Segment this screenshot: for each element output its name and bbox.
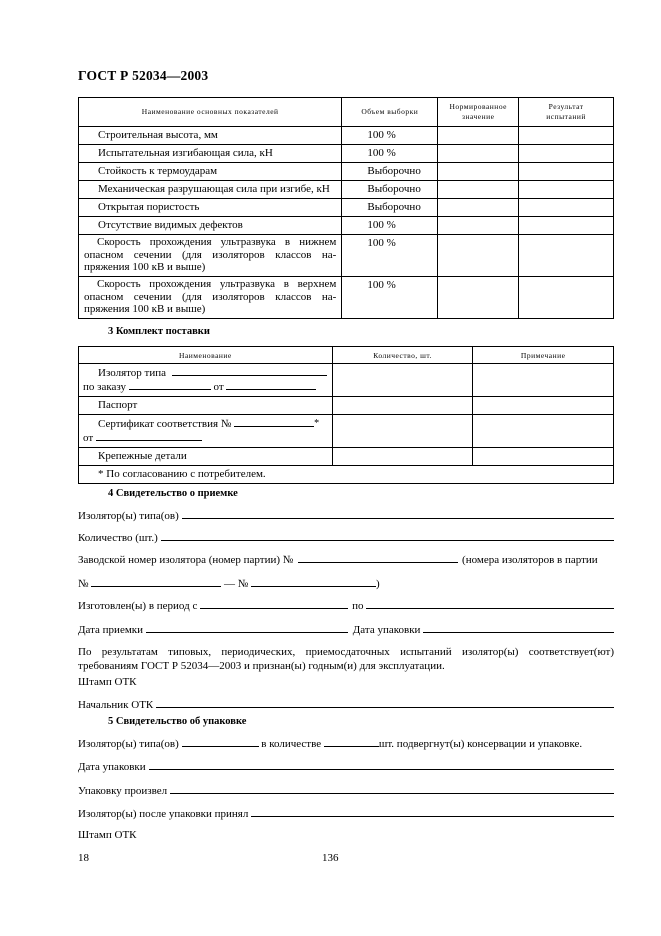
table-row: [79, 448, 614, 466]
page-number: 18: [78, 852, 89, 864]
item-certificate: Сертификат соответствия № * от: [79, 415, 333, 448]
indicator-name: Скорость прохождения ультразвука в верхнем опасном сечении (для изоляторов классов на- пряжения 100 кВ и выше): [79, 277, 342, 319]
table-row: [79, 364, 614, 397]
column-header: Количество, шт.: [332, 347, 473, 364]
table-header-row: [79, 98, 614, 127]
pack-date-blank[interactable]: [149, 759, 614, 770]
period-to-blank[interactable]: [366, 598, 614, 609]
section-4-title: 4 Свидетельство о приемке: [108, 488, 238, 499]
item-insulator-type: Изолятор типа по заказу от: [79, 364, 333, 397]
table-row: [79, 181, 614, 199]
packed-quantity-blank[interactable]: [324, 736, 379, 747]
footnote: * По согласованию с потребителем.: [79, 466, 614, 484]
quantity-blank[interactable]: [161, 530, 614, 541]
sample-volume: Выборочно: [342, 199, 438, 217]
field-packed-by: Упаковку произвел: [78, 783, 614, 797]
indicator-name: Скорость прохождения ультразвука в нижнем опасном сечении (для изоляторов классов на- пряжения 100 кВ и выше): [79, 235, 342, 277]
serial-to-blank[interactable]: [251, 576, 376, 587]
column-header: Примечание: [473, 347, 614, 364]
stamp-label: Штамп ОТК: [78, 676, 137, 688]
field-packed-type: Изолятор(ы) типа(ов) в количестве шт. подвергнут(ы) консервации и упаковке.: [78, 738, 583, 750]
acceptance-date-blank[interactable]: [146, 622, 348, 633]
field-qc-chief: Начальник ОТК: [78, 697, 614, 711]
column-header: Наименование основных показателей: [79, 98, 342, 127]
qc-chief-blank[interactable]: [156, 697, 614, 708]
sample-volume: Выборочно: [342, 181, 438, 199]
sample-volume: 100 %: [342, 145, 438, 163]
column-header: Наименование: [79, 347, 333, 364]
indicator-name: Строительная высота, мм: [79, 127, 342, 145]
table-header-row: [79, 347, 614, 364]
field-insulator-type: Изолятор(ы) типа(ов): [78, 508, 614, 522]
field-quantity: Количество (шт.): [78, 530, 614, 544]
indicator-name: Открытая пористость: [79, 199, 342, 217]
table-row: [79, 217, 614, 235]
insulator-type-blank[interactable]: [182, 508, 614, 519]
sample-volume: 100 %: [342, 277, 438, 319]
field-pack-date: Дата упаковки: [78, 759, 614, 773]
indicator-name: Испытательная изгибающая сила, кН: [79, 145, 342, 163]
indicator-name: Механическая разрушающая сила при изгибе, кН: [79, 181, 342, 199]
field-serial-number: Заводской номер изолятора (номер партии) № (номера изоляторов в партии: [78, 554, 598, 566]
page-number-center: 136: [322, 852, 339, 864]
table-row: [79, 127, 614, 145]
sample-volume: 100 %: [342, 235, 438, 277]
packing-date-blank[interactable]: [423, 622, 614, 633]
accepted-by-blank[interactable]: [251, 806, 614, 817]
packed-type-blank[interactable]: [182, 736, 259, 747]
item-passport: Паспорт: [79, 397, 333, 415]
sample-volume: 100 %: [342, 217, 438, 235]
field-accepted-by: Изолятор(ы) после упаковки принял: [78, 806, 614, 820]
field-dates: Дата приемки Дата упаковки: [78, 622, 614, 636]
table-row: [79, 199, 614, 217]
item-fasteners: Крепежные детали: [79, 448, 333, 466]
table-row: [79, 397, 614, 415]
table-row: [79, 415, 614, 448]
field-serial-range: № — № ): [78, 578, 380, 590]
acceptance-statement: По результатам типовых, периодических, приемосдаточных испытаний изолятор(ы) соответствует(ют) требованиям ГОСТ Р 52034—2003 и признан(ы) годным(и) для эксплуатации.: [78, 646, 614, 672]
sample-volume: 100 %: [342, 127, 438, 145]
table-row: [79, 145, 614, 163]
section-3-title: 3 Комплект поставки: [108, 326, 210, 337]
column-header: Результат испытаний: [519, 98, 614, 127]
field-production-period: Изготовлен(ы) в период с по: [78, 598, 614, 612]
indicator-name: Отсутствие видимых дефектов: [79, 217, 342, 235]
table-footnote-row: [79, 466, 614, 484]
section-5-title: 5 Свидетельство об упаковке: [108, 716, 247, 727]
column-header: Объем выборки: [342, 98, 438, 127]
serial-blank[interactable]: [298, 552, 458, 563]
table-row: [79, 163, 614, 181]
indicator-name: Стойкость к термоударам: [79, 163, 342, 181]
table-row: [79, 277, 614, 319]
document-code: ГОСТ Р 52034—2003: [78, 68, 209, 83]
indicators-table: [78, 97, 614, 319]
column-header: Нормированное значение: [438, 98, 519, 127]
serial-from-blank[interactable]: [91, 576, 221, 587]
sample-volume: Выборочно: [342, 163, 438, 181]
stamp-label: Штамп ОТК: [78, 829, 137, 841]
table-row: [79, 235, 614, 277]
delivery-set-table: [78, 346, 614, 484]
packed-by-blank[interactable]: [170, 783, 614, 794]
period-from-blank[interactable]: [200, 598, 348, 609]
